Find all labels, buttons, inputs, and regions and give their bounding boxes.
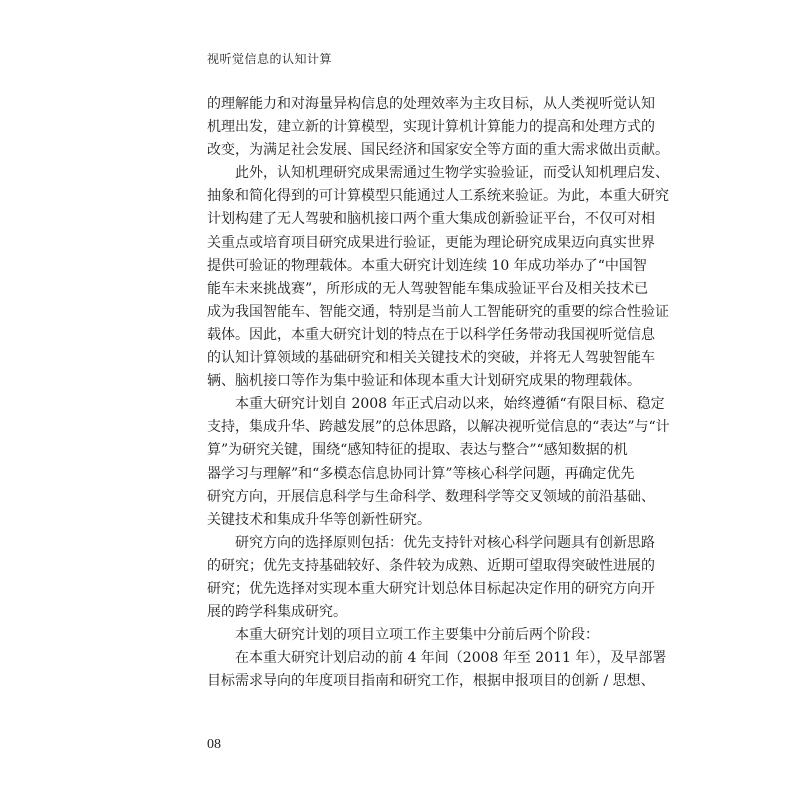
text-line: 能车未来挑战赛”，所形成的无人驾驶智能车集成验证平台及相关技术已: [207, 280, 649, 297]
text-line: 本重大研究计划自 2008 年正式启动以来，始终遵循“有限目标、稳定: [235, 396, 665, 413]
text-line: 研究；优先选择对实现本重大研究计划总体目标起决定作用的研究方向开: [207, 580, 655, 597]
text-line: 研究方向，开展信息科学与生命科学、数理科学等交叉领域的前沿基础、: [207, 488, 655, 505]
text-line: 此外，认知机理研究成果需通过生物学实验验证，而受认知机理启发、: [235, 165, 669, 182]
text-line: 载体。因此，本重大研究计划的特点在于以科学任务带动我国视听觉信息: [207, 326, 655, 343]
text-line: 目标需求导向的年度项目指南和研究工作，根据申报项目的创新 / 思想、: [207, 673, 655, 690]
text-line: 抽象和简化得到的可计算模型只能通过人工系统来验证。为此，本重大研究: [207, 188, 669, 205]
text-line: 器学习与理解”和“多模态信息协同计算”等核心科学问题，再确定优先: [207, 465, 635, 482]
text-line: 机理出发，建立新的计算模型，实现计算机计算能力的提高和处理方式的: [207, 119, 655, 136]
text-line: 辆、脑机接口等作为集中验证和体现本重大计划研究成果的物理载体。: [207, 373, 641, 390]
text-line: 关键技术和集成升华等创新性研究。: [207, 511, 431, 528]
text-line: 关重点或培育项目研究成果进行验证，更能为理论研究成果迈向真实世界: [207, 234, 655, 251]
text-line: 提供可验证的物理载体。本重大研究计划连续 10 年成功举办了“中国智: [207, 257, 647, 274]
text-line: 的研究；优先支持基础较好、条件较为成熟、近期可望取得突破性进展的: [207, 557, 655, 574]
text-line: 计划构建了无人驾驶和脑机接口两个重大集成创新验证平台，不仅可对相: [207, 211, 655, 228]
text-line: 支持，集成升华、跨越发展”的总体思路，以解决视听觉信息的“表达”与“计: [207, 419, 670, 436]
text-line: 展的跨学科集成研究。: [207, 604, 347, 621]
text-line: 研究方向的选择原则包括：优先支持针对核心科学问题具有创新思路: [235, 534, 655, 551]
text-line: 在本重大研究计划启动的前 4 年间（2008 年至 2011 年），及早部署: [235, 650, 667, 667]
page-number: 08: [207, 737, 221, 752]
text-line: 算”为研究关键，围绕“感知特征的提取、表达与整合”“感知数据的机: [207, 442, 628, 459]
text-line: 的认知计算领域的基础研究和相关关键技术的突破，并将无人驾驶智能车: [207, 350, 655, 367]
body-text: [207, 93, 670, 693]
text-line: 本重大研究计划的项目立项工作主要集中分前后两个阶段：: [235, 627, 599, 644]
text-line: 改变，为满足社会发展、国民经济和国家安全等方面的重大需求做出贡献。: [207, 142, 669, 159]
text-line: 的理解能力和对海量异构信息的处理效率为主攻目标，从人类视听觉认知: [207, 96, 655, 112]
text-line: 成为我国智能车、智能交通，特别是当前人工智能研究的重要的综合性验证: [207, 303, 669, 320]
running-header-title: 视听觉信息的认知计算: [207, 52, 333, 66]
